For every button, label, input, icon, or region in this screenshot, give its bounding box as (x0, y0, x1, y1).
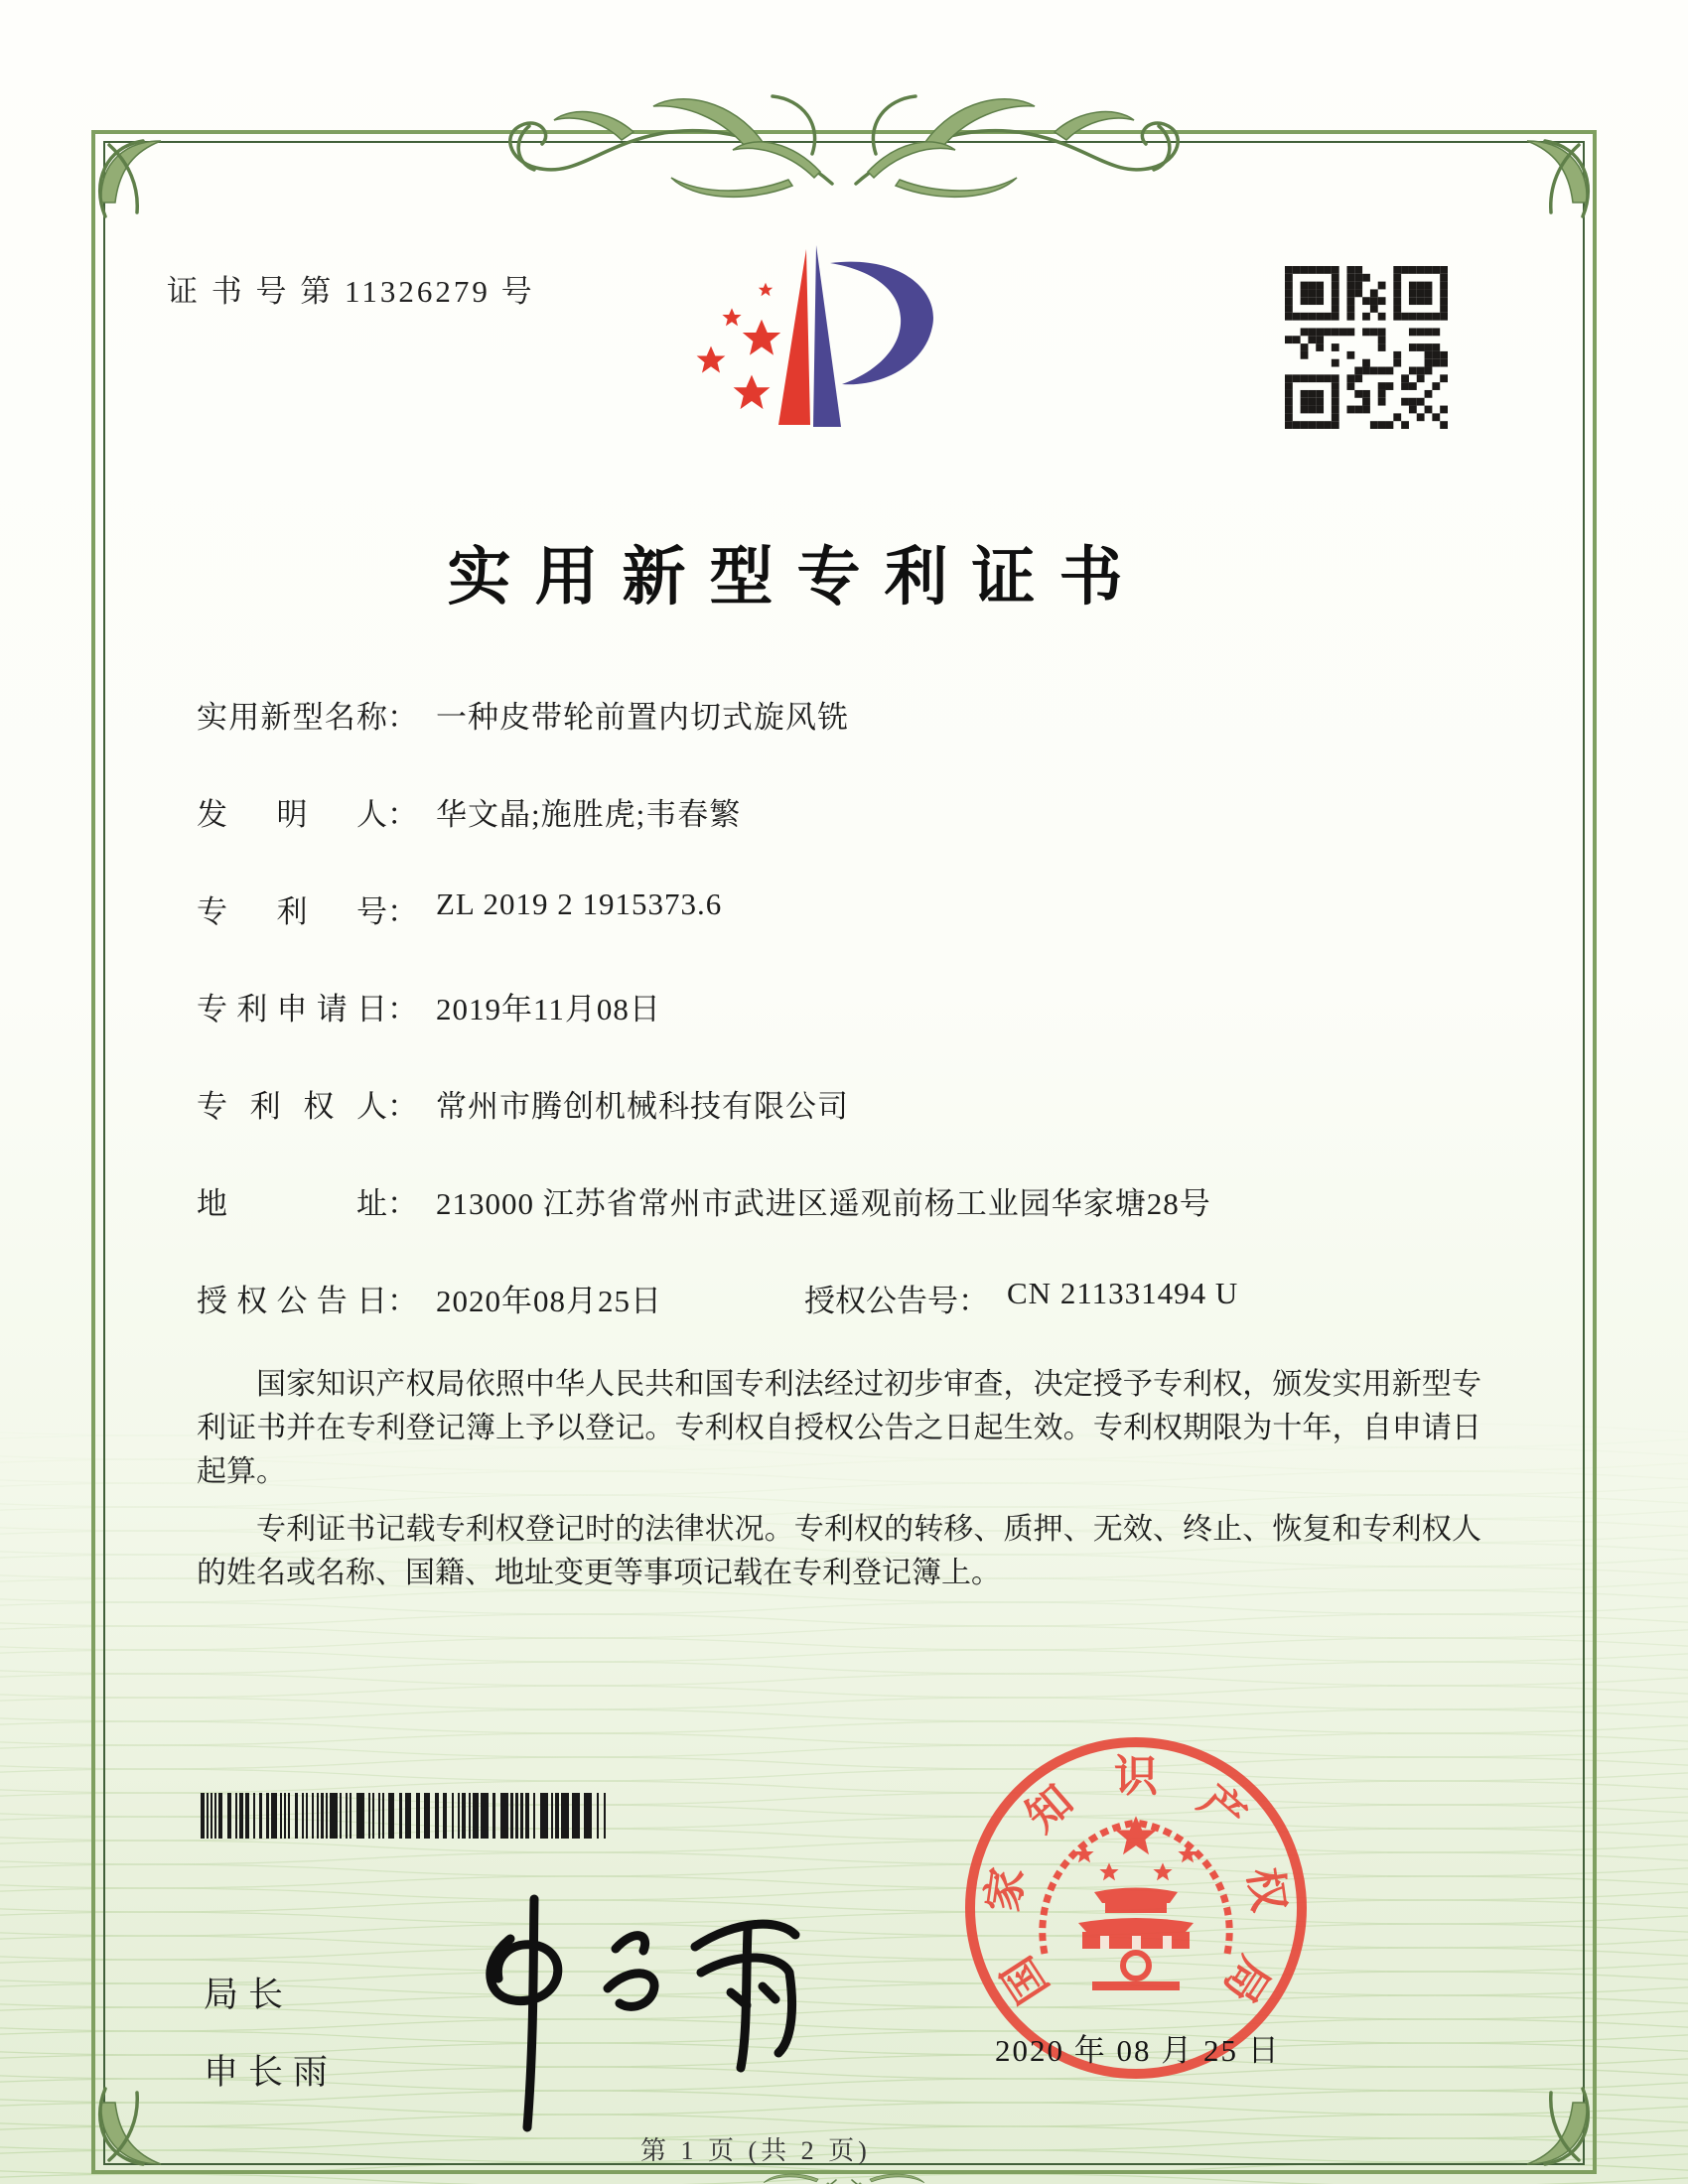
field-value: 华文晶;施胜虎;韦春繁 (436, 797, 742, 832)
field-value: 常州市腾创机械科技有限公司 (436, 1089, 849, 1124)
cnipa-logo (645, 226, 963, 465)
field-value: 一种皮带轮前置内切式旋风铣 (436, 700, 849, 735)
svg-text:国: 国 (993, 1948, 1058, 2011)
signature (449, 1891, 816, 2139)
colon: ： (387, 1089, 418, 1124)
body-paragraph-1: 国家知识产权局依照中华人民共和国专利法经过初步审查，决定授予专利权，颁发实用新型专利证书并在专利登记簿上予以登记。专利权自授权公告之日起生效。专利权期限为十年，自申请日起算。 (197, 1368, 1481, 1488)
logo-blue-crescent (830, 262, 933, 385)
barcode (201, 1793, 610, 1839)
field-label: 地址 (197, 1186, 387, 1221)
field-value: 2019年11月08日 (436, 992, 661, 1026)
seal-date: 2020 年 08 月 25 日 (995, 2033, 1281, 2068)
field-value: ZL 2019 2 1915373.6 (436, 887, 723, 921)
svg-text:局: 局 (1213, 1948, 1279, 2011)
field-row-patent-no (197, 887, 1539, 984)
field-pair-grant-no (804, 1276, 1238, 1320)
field-label: 授权公告号 (804, 1284, 958, 1318)
logo-stars (697, 283, 781, 409)
seal-text (978, 1752, 1293, 2011)
field-label: 实用新型名称 (197, 700, 387, 735)
qr-code (1285, 266, 1448, 429)
legal-text (197, 1363, 1481, 1595)
field-row-grant (197, 1276, 1539, 1373)
colon: ： (387, 797, 418, 832)
page-footer: 第 1 页 (共 2 页) (640, 2136, 871, 2165)
colon: ： (387, 700, 418, 735)
colon: ： (387, 1186, 418, 1221)
field-value: 2020年08月25日 (436, 1284, 662, 1318)
national-emblem (1043, 1816, 1229, 1990)
logo-red-wedge (778, 249, 810, 425)
colon: ： (387, 1284, 418, 1318)
logo-blue-wedge (813, 245, 841, 427)
field-label: 专利号 (197, 894, 387, 929)
officer-title: 局长 (204, 1976, 294, 2014)
certificate-title: 实用新型专利证书 (447, 542, 1147, 613)
svg-text:识: 识 (1114, 1752, 1158, 1801)
field-row-filing-date (197, 984, 1539, 1081)
field-row-inventors (197, 789, 1539, 887)
certificate-number: 证 书 号 第 11326279 号 (167, 274, 535, 309)
field-row-patentee (197, 1081, 1539, 1178)
field-label: 专利申请日 (197, 992, 387, 1026)
field-value: 213000 江苏省常州市武进区遥观前杨工业园华家塘28号 (436, 1186, 1211, 1221)
colon: ： (387, 992, 418, 1026)
svg-text:产: 产 (1190, 1776, 1255, 1842)
svg-text:知: 知 (1017, 1776, 1082, 1842)
field-list (197, 692, 1539, 1373)
field-row-address (197, 1178, 1539, 1276)
svg-text:家: 家 (978, 1864, 1034, 1915)
field-label: 授权公告日 (197, 1284, 387, 1318)
body-paragraph-2: 专利证书记载专利权登记时的法律状况。专利权的转移、质押、无效、终止、恢复和专利权人的姓名或名称、国籍、地址变更等事项记载在专利登记簿上。 (197, 1513, 1481, 1589)
svg-text:权: 权 (1238, 1864, 1294, 1915)
officer-name: 申长雨 (204, 2053, 339, 2092)
field-label: 发明人 (197, 797, 387, 832)
colon: ： (958, 1284, 989, 1318)
field-label: 专利权人 (197, 1089, 387, 1124)
field-value: CN 211331494 U (1007, 1276, 1239, 1310)
colon: ： (387, 894, 418, 929)
field-row-name (197, 692, 1539, 789)
